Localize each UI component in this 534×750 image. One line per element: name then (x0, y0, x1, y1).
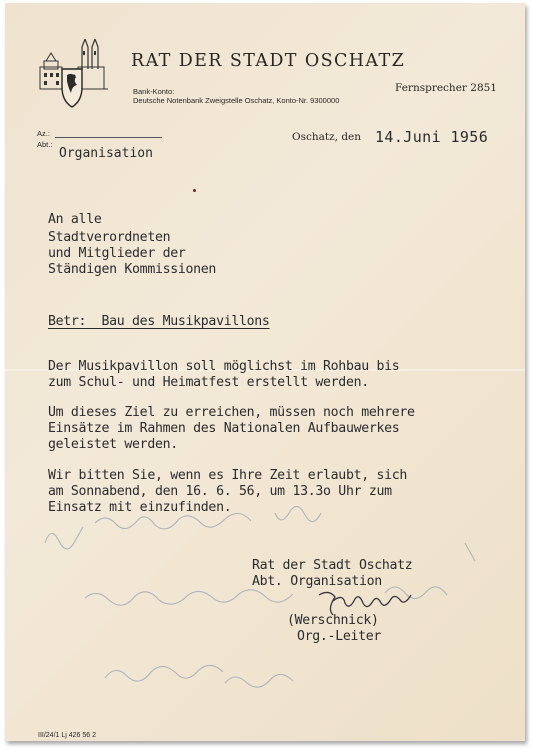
department-label: Abt.: (37, 140, 53, 149)
paragraph-line: Einsätze im Rahmen des Nationalen Aufbauwerkes (48, 421, 400, 436)
letter-sheet (5, 3, 525, 741)
signature-department: Abt. Organisation (252, 574, 382, 589)
letter-date: 14.Juni 1956 (375, 128, 489, 146)
signature-office: Rat der Stadt Oschatz (252, 558, 413, 573)
ink-dot (193, 189, 196, 192)
address-line: Stadtverordneten (48, 230, 171, 245)
bank-account-line: Deutsche Notenbank Zweigstelle Oschatz, Konto-Nr. 9300000 (133, 96, 340, 105)
department-value: Organisation (59, 146, 153, 161)
address-line: Ständigen Kommissionen (48, 262, 217, 277)
city-crest-logo (38, 39, 112, 109)
subject-line: Betr: Bau des Musikpavillons (48, 314, 270, 329)
paragraph-line: geleistet werden. (48, 437, 178, 452)
signatory-name: (Werschnick) (287, 613, 379, 628)
paragraph-line: Einsatz mit einzufinden. (48, 500, 232, 515)
paragraph-line: Wir bitten Sie, wenn es Ihre Zeit erlaubt, sich (48, 468, 408, 483)
address-line: An alle (48, 212, 102, 227)
place-label: Oschatz, den (292, 131, 362, 143)
print-code: III/24/1 Lj 426 56 2 (38, 732, 96, 739)
phone-number: Fernsprecher 2851 (395, 82, 497, 94)
paragraph-line: am Sonnabend, den 16. 6. 56, um 13.3o Uhr zum (48, 484, 392, 499)
paragraph-line: Der Musikpavillon soll möglichst im Rohbau bis (48, 359, 400, 374)
paragraph-line: Um dieses Ziel zu erreichen, müssen noch mehrere (48, 405, 415, 420)
address-line: und Mitglieder der (48, 246, 186, 261)
reference-az-label: Az.: (37, 129, 50, 138)
faint-pencil-scribbles (25, 483, 505, 713)
bank-account-label: Bank-Konto: (133, 87, 175, 96)
paragraph-line: zum Schul- und Heimatfest erstellt werden. (48, 375, 369, 390)
reference-rule (55, 137, 162, 138)
signatory-role: Org.-Leiter (297, 629, 382, 644)
office-title: RAT DER STADT OSCHATZ (131, 51, 406, 71)
